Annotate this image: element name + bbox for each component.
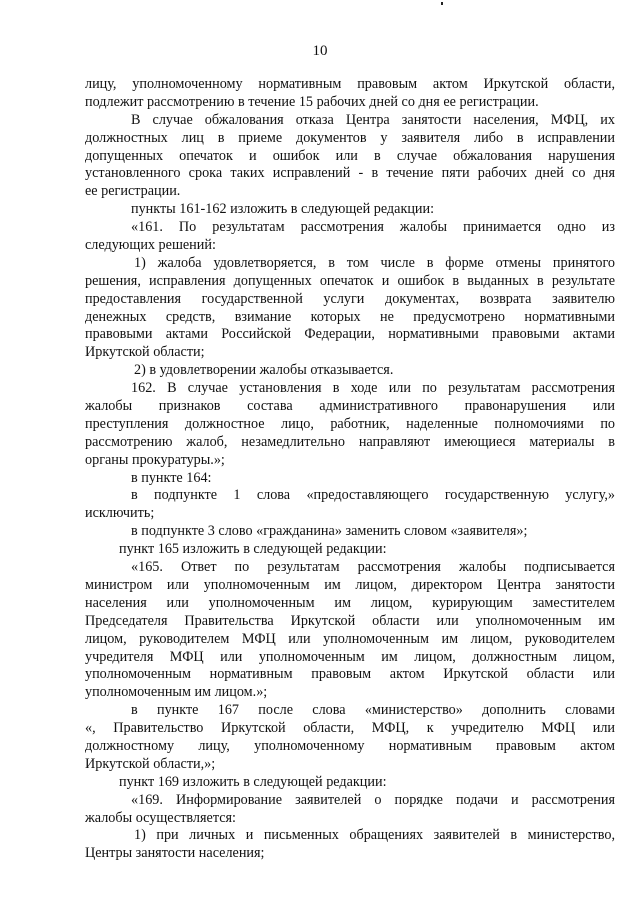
- text-line: учредителя МФЦ или уполномоченным им лицом, должностным лицом,: [85, 648, 615, 665]
- text-line: жалобы признаков состава административного правонарушения или: [85, 398, 615, 415]
- text-line: Иркутской области;: [85, 344, 205, 361]
- text-line: должностному лицу, уполномоченному нормативным правовым актом: [85, 737, 615, 754]
- text-line: денежных средств, взимание которых не предусмотрено нормативными: [85, 308, 615, 325]
- text-line: Председателя Правительства Иркутской области или уполномоченным им: [85, 612, 615, 629]
- text-line: жалобы осуществляется:: [85, 809, 236, 826]
- text-line: предоставления государственной услуги документах, возврата заявителю: [85, 290, 615, 307]
- text-line: министром или уполномоченным им лицом, директором Центра занятости: [85, 576, 615, 593]
- text-line: пункт 165 изложить в следующей редакции:: [119, 541, 387, 558]
- document-body: [85, 76, 615, 863]
- text-line: лицом, руководителем МФЦ или уполномоченным им лицом, руководителем: [85, 630, 615, 647]
- text-line: исключить;: [85, 505, 155, 522]
- text-line: Центры занятости населения;: [85, 845, 265, 862]
- text-line: в подпункте 1 слова «предоставляющего государственную услугу,»: [131, 487, 615, 504]
- text-line: правовыми актами Российской Федерации, нормативными правовыми актами: [85, 326, 615, 343]
- text-line: пункты 161-162 изложить в следующей редакции:: [131, 201, 435, 218]
- text-line: органы прокуратуры.»;: [85, 451, 225, 468]
- scan-mark: [441, 2, 443, 5]
- text-line: «, Правительство Иркутской области, МФЦ, к учредителю МФЦ или: [85, 720, 615, 737]
- text-line: пункт 169 изложить в следующей редакции:: [119, 773, 387, 790]
- text-line: в пункте 167 после слова «министерство» дополнить словами: [131, 702, 615, 719]
- page-number: 10: [312, 43, 328, 59]
- text-line: ее регистрации.: [85, 183, 181, 200]
- text-line: «165. Ответ по результатам рассмотрения жалобы подписывается: [131, 559, 615, 576]
- text-line: Иркутской области,»;: [85, 755, 216, 772]
- text-line: установленного срока таких исправлений - в течение пяти рабочих дней со дня: [85, 165, 615, 182]
- text-line: 1) при личных и письменных обращениях заявителей в министерство,: [134, 827, 615, 844]
- text-line: «169. Информирование заявителей о порядке подачи и рассмотрения: [131, 791, 615, 808]
- text-line: преступления должностное лицо, работник, наделенные полномочиями по: [85, 415, 615, 432]
- text-line: подлежит рассмотрению в течение 15 рабочих дней со дня ее регистрации.: [85, 93, 539, 110]
- text-line: В случае обжалования отказа Центра занятости населения, МФЦ, их: [131, 111, 615, 128]
- text-line: уполномоченным им лицом.»;: [85, 684, 268, 701]
- text-line: в пункте 164:: [131, 469, 212, 486]
- text-line: в подпункте 3 слово «гражданина» заменить словом «заявителя»;: [131, 523, 528, 540]
- text-line: рассмотрению жалоб, незамедлительно направляют имеющиеся материалы в: [85, 433, 615, 450]
- text-line: 2) в удовлетворении жалобы отказывается.: [134, 362, 394, 379]
- text-line: уполномоченным нормативным правовым актом Иркутской области или: [85, 666, 615, 683]
- text-line: 1) жалоба удовлетворяется, в том числе в форме отмены принятого: [134, 254, 615, 271]
- text-line: лицу, уполномоченному нормативным правовым актом Иркутской области,: [85, 76, 615, 92]
- text-line: населения или уполномоченным им лицом, курирующим заместителем: [85, 594, 615, 611]
- text-line: 162. В случае установления в ходе или по результатам рассмотрения: [131, 380, 615, 397]
- text-line: следующих решений:: [85, 237, 216, 254]
- text-line: должностных лиц в приеме документов у заявителя либо в исправлении: [85, 129, 615, 146]
- text-line: «161. По результатам рассмотрения жалобы принимается одно из: [131, 219, 615, 236]
- text-line: решения, исправления допущенных опечаток и ошибок в выданных в результате: [85, 272, 615, 289]
- text-line: допущенных опечаток и ошибок или в случае обжалования нарушения: [85, 147, 615, 164]
